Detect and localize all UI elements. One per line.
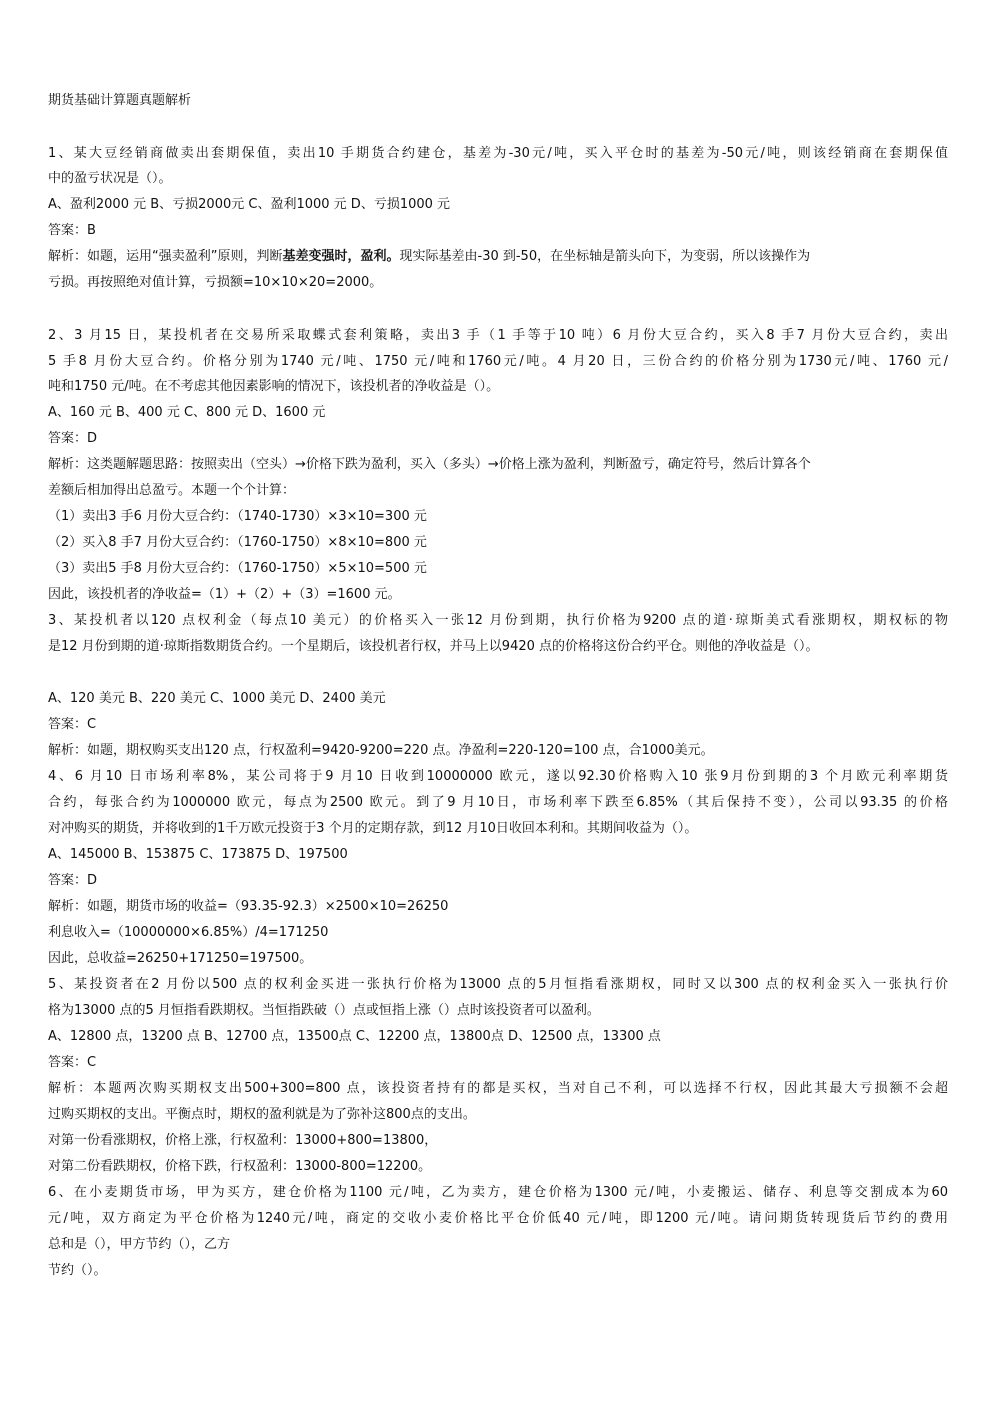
q1-text-line: 中的盈亏状况是（）。 xyxy=(48,171,172,186)
q4-text-line: 对冲购买的期货，并将收到的1千万欧元投资于3 个月的定期存款，到12 月10日收回本利和。其期间收益为（）。 xyxy=(48,821,698,836)
q6-text-line: 元/吨，双方商定为平仓价格为1240元/吨，商定的交收小麦价格比平仓价低40 元/吨，即1200 元/吨。请问期货转现货后节约的费用 xyxy=(48,1211,948,1226)
q2-explanation-line: （3）卖出5 手8 月份大豆合约：（1760-1750）×5×10=500 元 xyxy=(48,561,427,576)
q5-explanation-line: 解析：本题两次购买期权支出500+300=800 点，该投资者持有的都是买权，当对自己不利，可以选择不行权，因此其最大亏损额不会超 xyxy=(48,1081,948,1096)
q4-answer: 答案：D xyxy=(48,873,98,888)
q1-options: A、盈利2000 元 B、亏损2000元 C、盈利1000 元 D、亏损1000 元 xyxy=(48,197,451,212)
q5-explanation-line: 过购买期权的支出。平衡点时，期权的盈利就是为了弥补这800点的支出。 xyxy=(48,1107,476,1122)
q4-explanation-line: 解析：如题，期货市场的收益=（93.35-92.3）×2500×10=26250 xyxy=(48,899,449,914)
q6-text-line: 总和是（），甲方节约（），乙方 xyxy=(48,1237,231,1252)
q2-text-line: 吨和1750 元/吨。在不考虑其他因素影响的情况下，该投机者的净收益是（）。 xyxy=(48,379,500,394)
q6-text-line: 节约（）。 xyxy=(48,1263,107,1278)
q4-explanation-line: 利息收入=（10000000×6.85%）/4=171250 xyxy=(48,925,329,940)
q2-explanation-line: 因此，该投机者的净收益=（1）+（2）+（3）=1600 元。 xyxy=(48,587,401,602)
q1-explanation-part: 现实际基差由-30 到-50，在坐标轴是箭头向下，为变弱，所以该操作为 xyxy=(399,249,811,264)
q1-text-line: 1、某大豆经销商做卖出套期保值，卖出10 手期货合约建仓，基差为-30元/吨，买入平仓时的基差为-50元/吨，则该经销商在套期保值 xyxy=(48,146,948,161)
q2-text-line: 5 手8 月份大豆合约。价格分别为1740 元/吨、1750 元/吨和1760元/吨。4 月20 日，三份合约的价格分别为1730元/吨、1760 元/ xyxy=(48,354,948,369)
q2-explanation-line: （1）卖出3 手6 月份大豆合约：（1740-1730）×3×10=300 元 xyxy=(48,509,427,524)
q2-answer: 答案：D xyxy=(48,431,98,446)
q3-options: A、120 美元 B、220 美元 C、1000 美元 D、2400 美元 xyxy=(48,691,386,706)
q2-explanation-line: 解析：这类题解题思路：按照卖出（空头）→价格下跌为盈利，买入（多头）→价格上涨为盈利，判断盈亏，确定符号，然后计算各个 xyxy=(48,457,811,472)
q2-explanation-line: （2）买入8 手7 月份大豆合约：（1760-1750）×8×10=800 元 xyxy=(48,535,427,550)
q1-explanation-line: 亏损。再按照绝对值计算，亏损额=10×10×20=2000。 xyxy=(48,275,383,290)
q2-text-line: 2、3 月15 日，某投机者在交易所采取蝶式套利策略，卖出3 手（1 手等于10 吨）6 月份大豆合约，买入8 手7 月份大豆合约，卖出 xyxy=(48,328,948,343)
q2-explanation-line: 差额后相加得出总盈亏。本题一个个计算： xyxy=(48,483,296,498)
q4-explanation-line: 因此，总收益=26250+171250=197500。 xyxy=(48,951,313,966)
q3-text-line: 是12 月份到期的道·琼斯指数期货合约。一个星期后，该投机者行权，并马上以9420 点的价格将这份合约平仓。则他的净收益是（）。 xyxy=(48,639,819,654)
document-title: 期货基础计算题真题解析 xyxy=(48,93,192,108)
q5-explanation-line: 对第二份看跌期权，价格下跌，行权盈利：13000-800=12200。 xyxy=(48,1159,432,1174)
q1-explanation-line xyxy=(48,248,948,266)
q1-explanation-part: 解析：如题，运用“强卖盈利”原则，判断 xyxy=(48,249,283,264)
q5-options: A、12800 点，13200 点 B、12700 点，13500点 C、12200 点，13800点 D、12500 点，13300 点 xyxy=(48,1029,661,1044)
q4-text-line: 4、6 月10 日市场利率8%，某公司将于9 月10 日收到10000000 欧元，遂以92.30价格购入10 张9月份到期的3 个月欧元利率期货 xyxy=(48,769,948,784)
q6-text-line: 6、在小麦期货市场，甲为买方，建仓价格为1100 元/吨，乙为卖方，建仓价格为1300 元/吨，小麦搬运、储存、利息等交割成本为60 xyxy=(48,1185,948,1200)
q2-options: A、160 元 B、400 元 C、800 元 D、1600 元 xyxy=(48,405,326,420)
q5-answer: 答案：C xyxy=(48,1055,97,1070)
q5-text-line: 5、某投资者在2 月份以500 点的权利金买进一张执行价格为13000 点的5月恒指看涨期权，同时又以300 点的权利金买入一张执行价 xyxy=(48,977,948,992)
q3-explanation-line: 解析：如题，期权购买支出120 点，行权盈利=9420-9200=220 点。净盈利=220-120=100 点，合1000美元。 xyxy=(48,743,714,758)
q1-explanation-emphasis: 基差变强时，盈利。 xyxy=(282,249,400,264)
q5-explanation-line: 对第一份看涨期权，价格上涨，行权盈利：13000+800=13800， xyxy=(48,1133,438,1148)
q1-answer: 答案：B xyxy=(48,223,96,238)
q5-text-line: 格为13000 点的5 月恒指看跌期权。当恒指跌破（）点或恒指上涨（）点时该投资者可以盈利。 xyxy=(48,1003,600,1018)
q3-text-line: 3、某投机者以120 点权利金（每点10 美元）的价格买入一张12 月份到期，执行价格为9200 点的道·琼斯美式看涨期权，期权标的物 xyxy=(48,613,948,628)
q4-options: A、145000 B、153875 C、173875 D、197500 xyxy=(48,847,348,862)
q4-text-line: 合约，每张合约为1000000 欧元，每点为2500 欧元。到了9 月10日，市场利率下跌至6.85%（其后保持不变），公司以93.35 的价格 xyxy=(48,795,948,810)
q3-answer: 答案：C xyxy=(48,717,97,732)
